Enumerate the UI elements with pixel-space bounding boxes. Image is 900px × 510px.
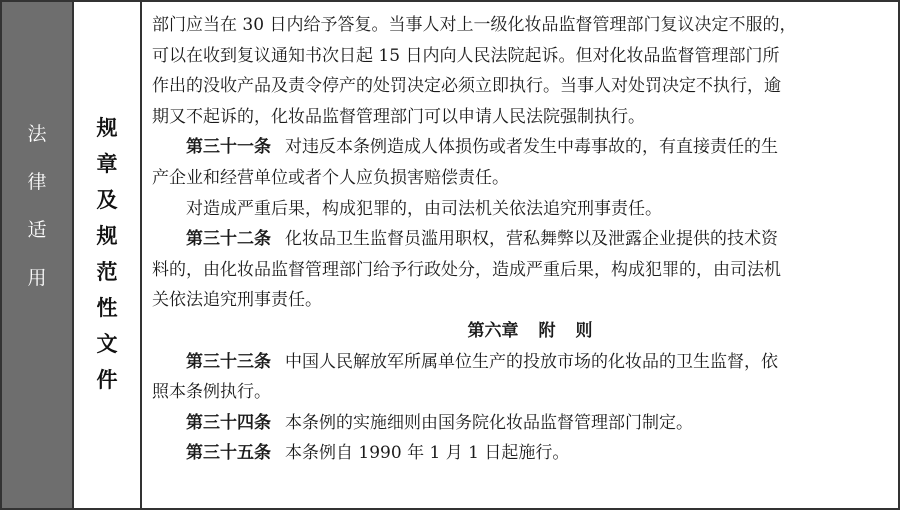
category-char: 适 [27, 219, 47, 241]
chapter-title-part: 附 [538, 320, 556, 341]
category-char: 律 [27, 171, 47, 193]
text-line: 照本条例执行。 [152, 382, 271, 403]
text-line: 作出的没收产品及责令停产的处罚决定必须立即执行。当事人对处罚决定不执行，逾 [152, 76, 781, 97]
subcategory-label [74, 110, 140, 398]
subcategory-char: 及 [96, 188, 118, 212]
subcategory-char: 文 [96, 332, 118, 356]
text-line: 期又不起诉的，化妆品监督管理部门可以申请人民法院强制执行。 [152, 106, 645, 127]
subcategory-char: 规 [96, 224, 118, 248]
article-text: 中国人民解放军所属单位生产的投放市场的化妆品的卫生监督，依 [285, 351, 778, 372]
subcategory-char: 规 [96, 116, 118, 140]
chapter-number: 第六章 [467, 320, 519, 341]
article-number: 第三十一条 [186, 137, 271, 158]
text-line: 产企业和经营单位或者个人应负损害赔偿责任。 [152, 167, 509, 188]
text-line: 料的，由化妆品监督管理部门给予行政处分，造成严重后果，构成犯罪的，由司法机 [152, 259, 781, 280]
article-text: 本条例自 1990 年 1 月 1 日起施行。 [285, 443, 570, 464]
article-34 [152, 408, 888, 439]
text-line: 关依法追究刑事责任。 [152, 290, 322, 311]
category-char: 用 [27, 267, 47, 289]
article-text: 对违反本条例造成人体损伤或者发生中毒事故的，有直接责任的生 [285, 137, 778, 158]
text-line: 对造成严重后果，构成犯罪的，由司法机关依法追究刑事责任。 [186, 198, 662, 219]
category-label-law [2, 110, 72, 302]
article-text: 本条例的实施细则由国务院化妆品监督管理部门制定。 [285, 412, 693, 433]
text-line: 可以在收到复议通知书次日起 15 日内向人民法院起诉。但对化妆品监督管理部门所 [152, 45, 780, 66]
subcategory-char: 性 [96, 296, 118, 320]
article-number: 第三十四条 [186, 412, 271, 433]
subcategory-column [74, 2, 142, 508]
chapter-heading [152, 316, 888, 347]
subcategory-char: 范 [96, 260, 118, 284]
article-33 [152, 347, 888, 378]
article-number: 第三十二条 [186, 229, 271, 250]
article-32 [152, 224, 888, 255]
article-text: 化妆品卫生监督员滥用职权，营私舞弊以及泄露企业提供的技术资 [285, 229, 778, 250]
article-35 [152, 438, 888, 469]
document-body [152, 10, 888, 469]
category-char: 法 [27, 123, 47, 145]
subcategory-char: 章 [96, 152, 118, 176]
text-line: 部门应当在 30 日内给予答复。当事人对上一级化妆品监督管理部门复议决定不服的， [152, 15, 797, 35]
subcategory-char: 件 [96, 368, 118, 392]
article-number: 第三十五条 [186, 443, 271, 464]
chapter-title-part: 则 [575, 320, 593, 341]
article-31 [152, 132, 888, 163]
article-number: 第三十三条 [186, 351, 271, 372]
category-column-law [2, 2, 74, 508]
